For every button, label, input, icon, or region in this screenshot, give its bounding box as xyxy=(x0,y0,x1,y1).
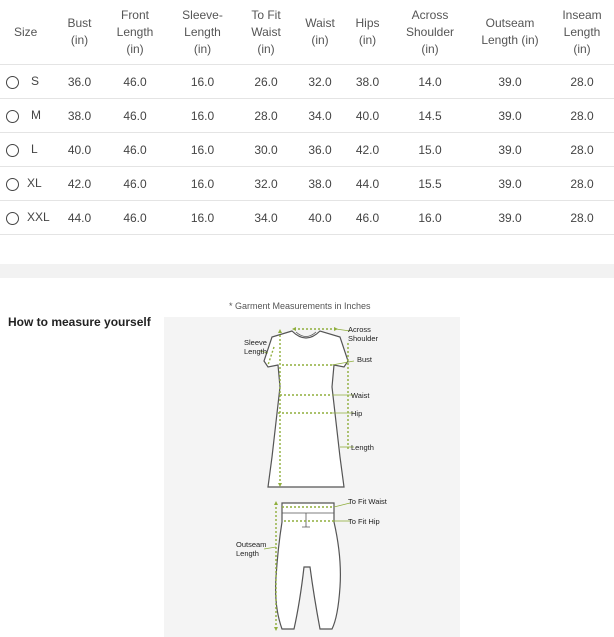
cell-waist: 40.0 xyxy=(295,201,345,235)
cell-waist: 34.0 xyxy=(295,99,345,133)
cell-across-shoulder: 16.0 xyxy=(390,201,470,235)
cell-inseam-length: 28.0 xyxy=(550,133,614,167)
cell-sleeve-length: 16.0 xyxy=(168,133,237,167)
cell-size xyxy=(0,167,57,201)
cell-outseam-length: 39.0 xyxy=(470,99,550,133)
label-hip: Hip xyxy=(351,409,363,418)
section-divider xyxy=(0,264,614,278)
size-radio[interactable] xyxy=(6,76,19,89)
cell-hips: 44.0 xyxy=(345,167,390,201)
cell-hips: 40.0 xyxy=(345,99,390,133)
label-length: Length xyxy=(351,443,374,452)
cell-outseam-length: 39.0 xyxy=(470,201,550,235)
cell-sleeve-length: 16.0 xyxy=(168,65,237,99)
cell-front-length: 46.0 xyxy=(102,167,168,201)
cell-bust: 38.0 xyxy=(57,99,102,133)
cell-to-fit-waist: 34.0 xyxy=(237,201,295,235)
cell-across-shoulder: 14.5 xyxy=(390,99,470,133)
header-waist: Waist (in) xyxy=(305,16,335,47)
label-to-fit-waist: To Fit Waist xyxy=(348,497,387,506)
cell-hips: 42.0 xyxy=(345,133,390,167)
cell-waist: 32.0 xyxy=(295,65,345,99)
cell-bust: 36.0 xyxy=(57,65,102,99)
size-radio[interactable] xyxy=(6,178,19,191)
cell-sleeve-length: 16.0 xyxy=(168,167,237,201)
size-radio[interactable] xyxy=(6,212,19,225)
kurta-outline xyxy=(264,331,348,487)
garment-diagram xyxy=(164,317,460,637)
measurement-guide-illustration xyxy=(164,317,460,637)
cell-size xyxy=(0,65,57,99)
cell-size xyxy=(0,99,57,133)
table-row[interactable] xyxy=(0,99,614,133)
label-sleeve-length: Sleeve Length xyxy=(244,338,267,356)
cell-inseam-length: 28.0 xyxy=(550,99,614,133)
cell-across-shoulder: 14.0 xyxy=(390,65,470,99)
size-radio[interactable] xyxy=(6,110,19,123)
header-bust: Bust (in) xyxy=(67,16,92,47)
size-radio[interactable] xyxy=(6,144,19,157)
cell-front-length: 46.0 xyxy=(102,201,168,235)
size-label: XL xyxy=(27,176,42,191)
size-label: L xyxy=(31,142,38,157)
measurement-note: * Garment Measurements in Inches xyxy=(229,301,371,311)
label-outseam-length: Outseam Length xyxy=(236,540,267,558)
cell-size xyxy=(0,133,57,167)
table-row[interactable] xyxy=(0,201,614,235)
cell-waist: 36.0 xyxy=(295,133,345,167)
label-to-fit-hip: To Fit Hip xyxy=(348,517,380,526)
how-to-measure-title: How to measure yourself xyxy=(8,315,151,329)
size-label: XXL xyxy=(27,210,50,225)
cell-bust: 44.0 xyxy=(57,201,102,235)
size-label: S xyxy=(31,74,40,89)
size-chart-table xyxy=(0,0,614,235)
cell-hips: 38.0 xyxy=(345,65,390,99)
header-inseam-length: Inseam Length (in) xyxy=(562,7,602,56)
cell-to-fit-waist: 30.0 xyxy=(237,133,295,167)
label-waist: Waist xyxy=(351,391,370,400)
cell-sleeve-length: 16.0 xyxy=(168,99,237,133)
cell-outseam-length: 39.0 xyxy=(470,133,550,167)
cell-size xyxy=(0,201,57,235)
table-header-row xyxy=(0,0,614,65)
cell-outseam-length: 39.0 xyxy=(470,65,550,99)
cell-outseam-length: 39.0 xyxy=(470,167,550,201)
cell-bust: 40.0 xyxy=(57,133,102,167)
label-bust: Bust xyxy=(357,355,373,364)
table-row[interactable] xyxy=(0,133,614,167)
cell-front-length: 46.0 xyxy=(102,99,168,133)
header-front-length: Front Length (in) xyxy=(116,7,154,56)
cell-hips: 46.0 xyxy=(345,201,390,235)
cell-front-length: 46.0 xyxy=(102,133,168,167)
cell-inseam-length: 28.0 xyxy=(550,65,614,99)
cell-front-length: 46.0 xyxy=(102,65,168,99)
salwar-outline xyxy=(276,503,341,629)
size-label: M xyxy=(31,108,41,123)
cell-inseam-length: 28.0 xyxy=(550,167,614,201)
cell-across-shoulder: 15.0 xyxy=(390,133,470,167)
cell-to-fit-waist: 32.0 xyxy=(237,167,295,201)
header-to-fit-waist: To Fit Waist (in) xyxy=(251,7,281,56)
cell-to-fit-waist: 28.0 xyxy=(237,99,295,133)
label-across-shoulder: Across Shoulder xyxy=(348,325,379,343)
cell-sleeve-length: 16.0 xyxy=(168,201,237,235)
cell-across-shoulder: 15.5 xyxy=(390,167,470,201)
cell-inseam-length: 28.0 xyxy=(550,201,614,235)
cell-bust: 42.0 xyxy=(57,167,102,201)
cell-waist: 38.0 xyxy=(295,167,345,201)
table-row[interactable] xyxy=(0,167,614,201)
header-across-shoulder: Across Shoulder (in) xyxy=(405,7,455,56)
header-sleeve-length: Sleeve- Length (in) xyxy=(182,7,223,56)
cell-to-fit-waist: 26.0 xyxy=(237,65,295,99)
header-outseam-length: Outseam Length (in) xyxy=(481,16,539,47)
header-hips: Hips (in) xyxy=(355,16,380,47)
header-size: Size xyxy=(14,24,38,39)
table-row[interactable] xyxy=(0,65,614,99)
